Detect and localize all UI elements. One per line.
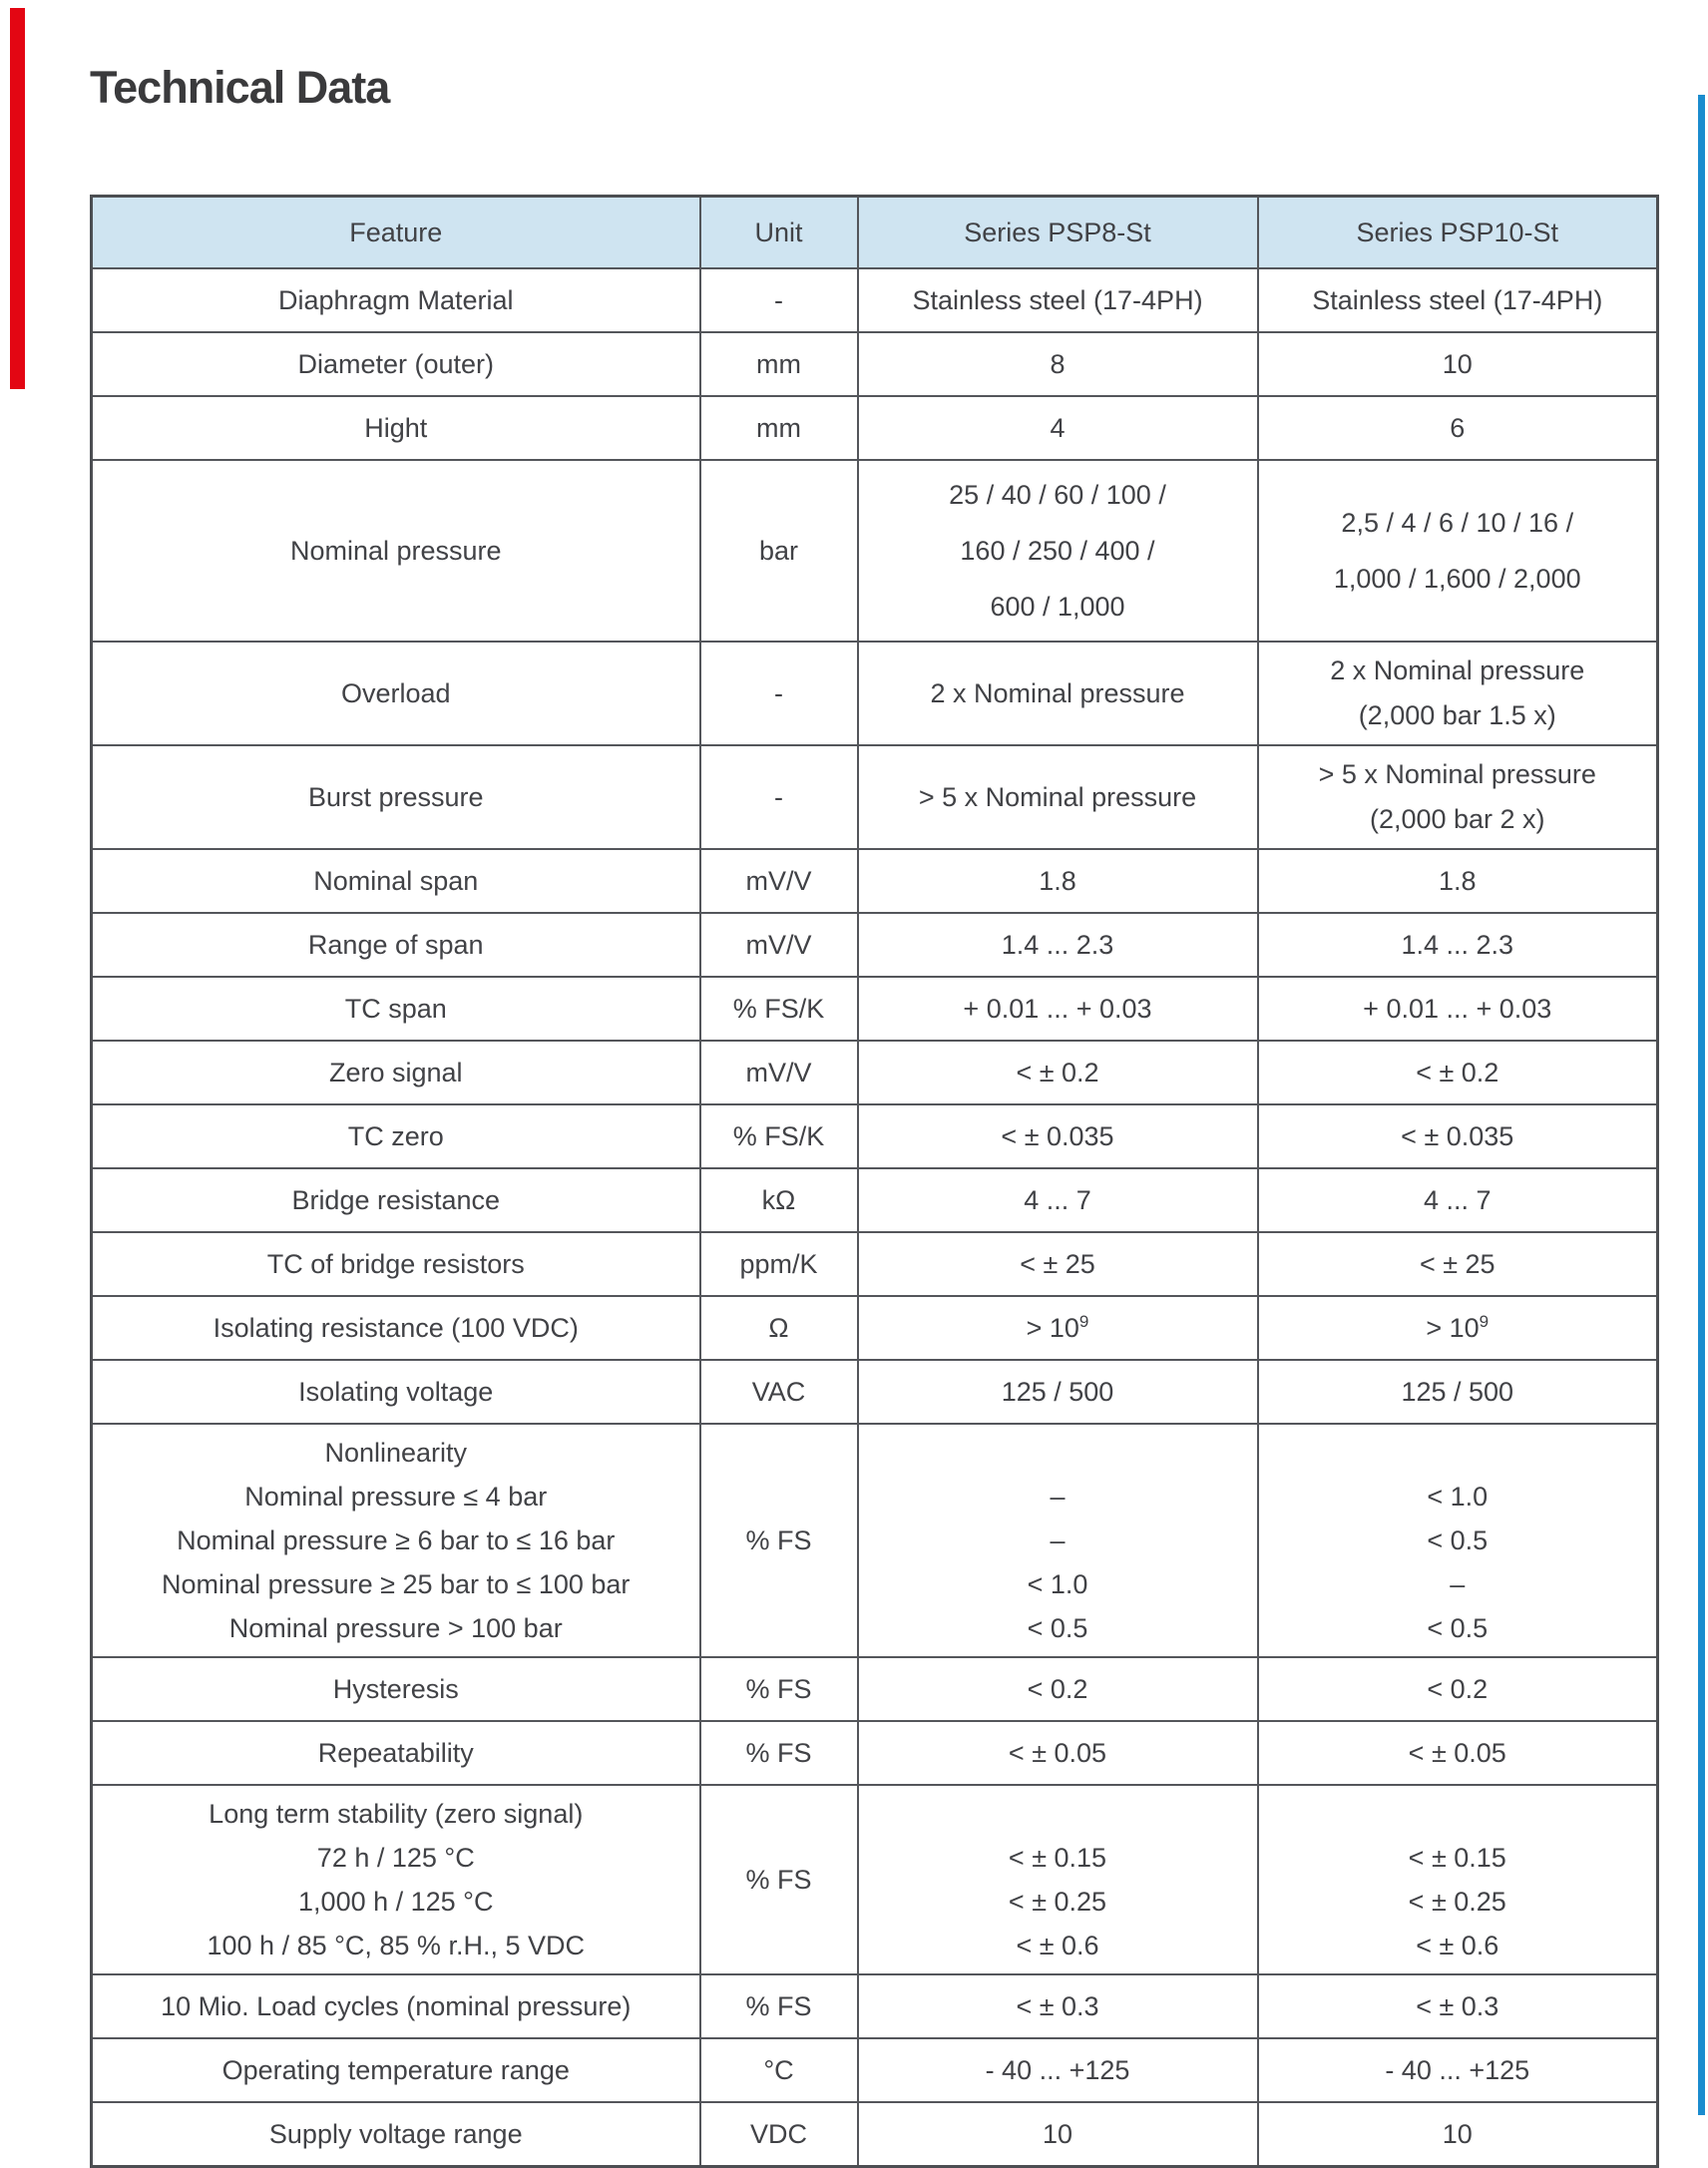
- feature-cell: Isolating voltage: [92, 1360, 700, 1424]
- psp8-cell: < ± 0.2: [858, 1041, 1258, 1104]
- value-line: 2 x Nominal pressure: [1330, 655, 1585, 685]
- value-line: < 0.5: [1027, 1613, 1088, 1643]
- unit-cell: mm: [700, 396, 858, 460]
- psp8-cell: 1.4 ... 2.3: [858, 913, 1258, 977]
- unit-cell: % FS: [700, 1657, 858, 1721]
- unit-cell: °C: [700, 2038, 858, 2102]
- psp8-cell: 125 / 500: [858, 1360, 1258, 1424]
- psp10-cell: 4 ... 7: [1258, 1168, 1658, 1232]
- psp8-cell: [858, 1424, 1258, 1657]
- feature-cell: Overload: [92, 642, 700, 745]
- psp10-cell: 10: [1258, 2102, 1658, 2167]
- unit-cell: -: [700, 268, 858, 332]
- feature-cell: Operating temperature range: [92, 2038, 700, 2102]
- psp10-cell: < ± 0.035: [1258, 1104, 1658, 1168]
- psp8-cell: < ± 0.035: [858, 1104, 1258, 1168]
- psp10-cell: [1258, 1296, 1658, 1360]
- value-line: [1267, 1431, 1649, 1475]
- table-row-long-term-stability: [92, 1785, 1658, 1974]
- value-base: > 10: [1426, 1312, 1480, 1343]
- table-row-overload: [92, 642, 1658, 745]
- psp10-cell: 6: [1258, 396, 1658, 460]
- unit-cell: VDC: [700, 2102, 858, 2167]
- feature-cell: Hight: [92, 396, 700, 460]
- table-row-isolating-voltage: [92, 1360, 1658, 1424]
- value-line: (2,000 bar 2 x): [1369, 804, 1545, 834]
- feature-line: 1,000 h / 125 °C: [298, 1887, 494, 1917]
- psp8-cell: < 0.2: [858, 1657, 1258, 1721]
- psp10-cell: [1258, 1424, 1658, 1657]
- table-row-supply-voltage-range: [92, 2102, 1658, 2167]
- feature-cell: TC span: [92, 977, 700, 1041]
- value-line: 25 / 40 / 60 / 100 /: [949, 480, 1166, 510]
- psp10-cell: < 0.2: [1258, 1657, 1658, 1721]
- table-row-load-cycles: [92, 1974, 1658, 2038]
- feature-line: Nonlinearity: [324, 1438, 468, 1468]
- value-line: < ± 0.15: [1408, 1843, 1506, 1873]
- unit-cell: mm: [700, 332, 858, 396]
- feature-cell: 10 Mio. Load cycles (nominal pressure): [92, 1974, 700, 2038]
- table-row-isolating-resistance: [92, 1296, 1658, 1360]
- value-line: < 1.0: [1027, 1569, 1088, 1599]
- value-line: [867, 1792, 1249, 1836]
- table-row-nominal-span: [92, 849, 1658, 913]
- value-line: (2,000 bar 1.5 x): [1358, 700, 1556, 730]
- unit-cell: % FS/K: [700, 977, 858, 1041]
- feature-cell: Supply voltage range: [92, 2102, 700, 2167]
- psp10-cell: 1.8: [1258, 849, 1658, 913]
- header-cell-psp10: Series PSP10-St: [1258, 197, 1658, 269]
- unit-cell: kΩ: [700, 1168, 858, 1232]
- header-cell-feature: Feature: [92, 197, 700, 269]
- unit-cell: % FS: [700, 1974, 858, 2038]
- psp8-cell: [858, 1296, 1258, 1360]
- psp8-cell: [858, 460, 1258, 642]
- left-red-accent-bar: [10, 8, 25, 389]
- psp8-cell: < ± 0.05: [858, 1721, 1258, 1785]
- feature-line: Nominal pressure ≥ 25 bar to ≤ 100 bar: [162, 1569, 631, 1599]
- psp10-cell: + 0.01 ... + 0.03: [1258, 977, 1658, 1041]
- value-line: –: [1050, 1525, 1066, 1555]
- unit-cell: VAC: [700, 1360, 858, 1424]
- psp8-cell: 8: [858, 332, 1258, 396]
- psp8-cell: < ± 25: [858, 1232, 1258, 1296]
- unit-cell: mV/V: [700, 1041, 858, 1104]
- value-line: < 1.0: [1427, 1482, 1489, 1512]
- table-header-row: [92, 197, 1658, 269]
- table-row-nonlinearity: [92, 1424, 1658, 1657]
- feature-cell: Nominal pressure: [92, 460, 700, 642]
- feature-line: Nominal pressure ≥ 6 bar to ≤ 16 bar: [177, 1525, 616, 1555]
- table-row-diaphragm-material: [92, 268, 1658, 332]
- feature-line: Nominal pressure > 100 bar: [228, 1613, 563, 1643]
- table-row-diameter-outer: [92, 332, 1658, 396]
- feature-cell: Nominal span: [92, 849, 700, 913]
- unit-cell: bar: [700, 460, 858, 642]
- value-line: 2,5 / 4 / 6 / 10 / 16 /: [1341, 508, 1574, 538]
- unit-cell: Ω: [700, 1296, 858, 1360]
- feature-cell: TC zero: [92, 1104, 700, 1168]
- unit-cell: % FS: [700, 1785, 858, 1974]
- value-line: 1,000 / 1,600 / 2,000: [1333, 564, 1581, 594]
- value-line: –: [1450, 1569, 1466, 1599]
- psp10-cell: < ± 0.2: [1258, 1041, 1658, 1104]
- feature-line: 72 h / 125 °C: [316, 1843, 475, 1873]
- unit-cell: % FS/K: [700, 1104, 858, 1168]
- psp10-cell: [1258, 642, 1658, 745]
- value-line: –: [1050, 1482, 1066, 1512]
- psp10-cell: < ± 25: [1258, 1232, 1658, 1296]
- feature-cell: Hysteresis: [92, 1657, 700, 1721]
- table-row-tc-zero: [92, 1104, 1658, 1168]
- feature-line: Nominal pressure ≤ 4 bar: [244, 1482, 548, 1512]
- psp8-cell: 10: [858, 2102, 1258, 2167]
- psp10-cell: 10: [1258, 332, 1658, 396]
- table-row-bridge-resistance: [92, 1168, 1658, 1232]
- psp8-cell: < ± 0.3: [858, 1974, 1258, 2038]
- value-line: < ± 0.25: [1408, 1887, 1506, 1917]
- feature-cell: TC of bridge resistors: [92, 1232, 700, 1296]
- table-row-tc-span: [92, 977, 1658, 1041]
- value-base: > 10: [1026, 1312, 1079, 1343]
- header-cell-psp8: Series PSP8-St: [858, 197, 1258, 269]
- value-line: < ± 0.25: [1008, 1887, 1107, 1917]
- psp8-cell: - 40 ... +125: [858, 2038, 1258, 2102]
- right-blue-accent-bar: [1698, 95, 1705, 2115]
- psp8-cell: Stainless steel (17-4PH): [858, 268, 1258, 332]
- psp10-cell: < ± 0.3: [1258, 1974, 1658, 2038]
- unit-cell: ppm/K: [700, 1232, 858, 1296]
- feature-cell: Repeatability: [92, 1721, 700, 1785]
- table-row-nominal-pressure: [92, 460, 1658, 642]
- value-line: 600 / 1,000: [990, 592, 1125, 622]
- unit-cell: -: [700, 642, 858, 745]
- value-line: [1267, 1792, 1649, 1836]
- feature-cell: Isolating resistance (100 VDC): [92, 1296, 700, 1360]
- page-title: Technical Data: [90, 62, 390, 113]
- value-line: [867, 1431, 1249, 1475]
- psp8-cell: + 0.01 ... + 0.03: [858, 977, 1258, 1041]
- table-row-repeatability: [92, 1721, 1658, 1785]
- value-line: < 0.5: [1427, 1525, 1489, 1555]
- feature-line: Long term stability (zero signal): [209, 1799, 584, 1829]
- unit-cell: % FS: [700, 1424, 858, 1657]
- psp8-cell: 1.8: [858, 849, 1258, 913]
- psp8-cell: 4 ... 7: [858, 1168, 1258, 1232]
- table-row-burst-pressure: [92, 745, 1658, 849]
- feature-cell: Zero signal: [92, 1041, 700, 1104]
- table-row-tc-of-bridge-resistors: [92, 1232, 1658, 1296]
- value-line: < ± 0.6: [1016, 1931, 1099, 1960]
- feature-cell: Burst pressure: [92, 745, 700, 849]
- feature-cell: [92, 1785, 700, 1974]
- psp8-cell: > 5 x Nominal pressure: [858, 745, 1258, 849]
- psp8-cell: [858, 1785, 1258, 1974]
- unit-cell: -: [700, 745, 858, 849]
- unit-cell: mV/V: [700, 913, 858, 977]
- table-row-hysteresis: [92, 1657, 1658, 1721]
- feature-line: 100 h / 85 °C, 85 % r.H., 5 VDC: [207, 1931, 585, 1960]
- table-row-zero-signal: [92, 1041, 1658, 1104]
- technical-data-table: [90, 195, 1659, 2168]
- value-superscript: 9: [1078, 1311, 1089, 1331]
- value-line: < ± 0.15: [1008, 1843, 1107, 1873]
- psp8-cell: 4: [858, 396, 1258, 460]
- psp10-cell: 125 / 500: [1258, 1360, 1658, 1424]
- feature-cell: Diameter (outer): [92, 332, 700, 396]
- unit-cell: mV/V: [700, 849, 858, 913]
- value-line: > 5 x Nominal pressure: [1318, 759, 1596, 789]
- value-superscript: 9: [1479, 1311, 1490, 1331]
- value-line: < ± 0.6: [1416, 1931, 1499, 1960]
- table-row-range-of-span: [92, 913, 1658, 977]
- psp10-cell: [1258, 1785, 1658, 1974]
- table-row-operating-temperature-range: [92, 2038, 1658, 2102]
- psp10-cell: < ± 0.05: [1258, 1721, 1658, 1785]
- feature-cell: Diaphragm Material: [92, 268, 700, 332]
- feature-cell: Range of span: [92, 913, 700, 977]
- unit-cell: % FS: [700, 1721, 858, 1785]
- psp10-cell: [1258, 745, 1658, 849]
- psp10-cell: Stainless steel (17-4PH): [1258, 268, 1658, 332]
- feature-cell: [92, 1424, 700, 1657]
- feature-cell: Bridge resistance: [92, 1168, 700, 1232]
- value-line: < 0.5: [1427, 1613, 1489, 1643]
- table-row-hight: [92, 396, 1658, 460]
- value-line: 160 / 250 / 400 /: [960, 536, 1155, 566]
- psp10-cell: - 40 ... +125: [1258, 2038, 1658, 2102]
- header-cell-unit: Unit: [700, 197, 858, 269]
- psp8-cell: 2 x Nominal pressure: [858, 642, 1258, 745]
- psp10-cell: 1.4 ... 2.3: [1258, 913, 1658, 977]
- psp10-cell: [1258, 460, 1658, 642]
